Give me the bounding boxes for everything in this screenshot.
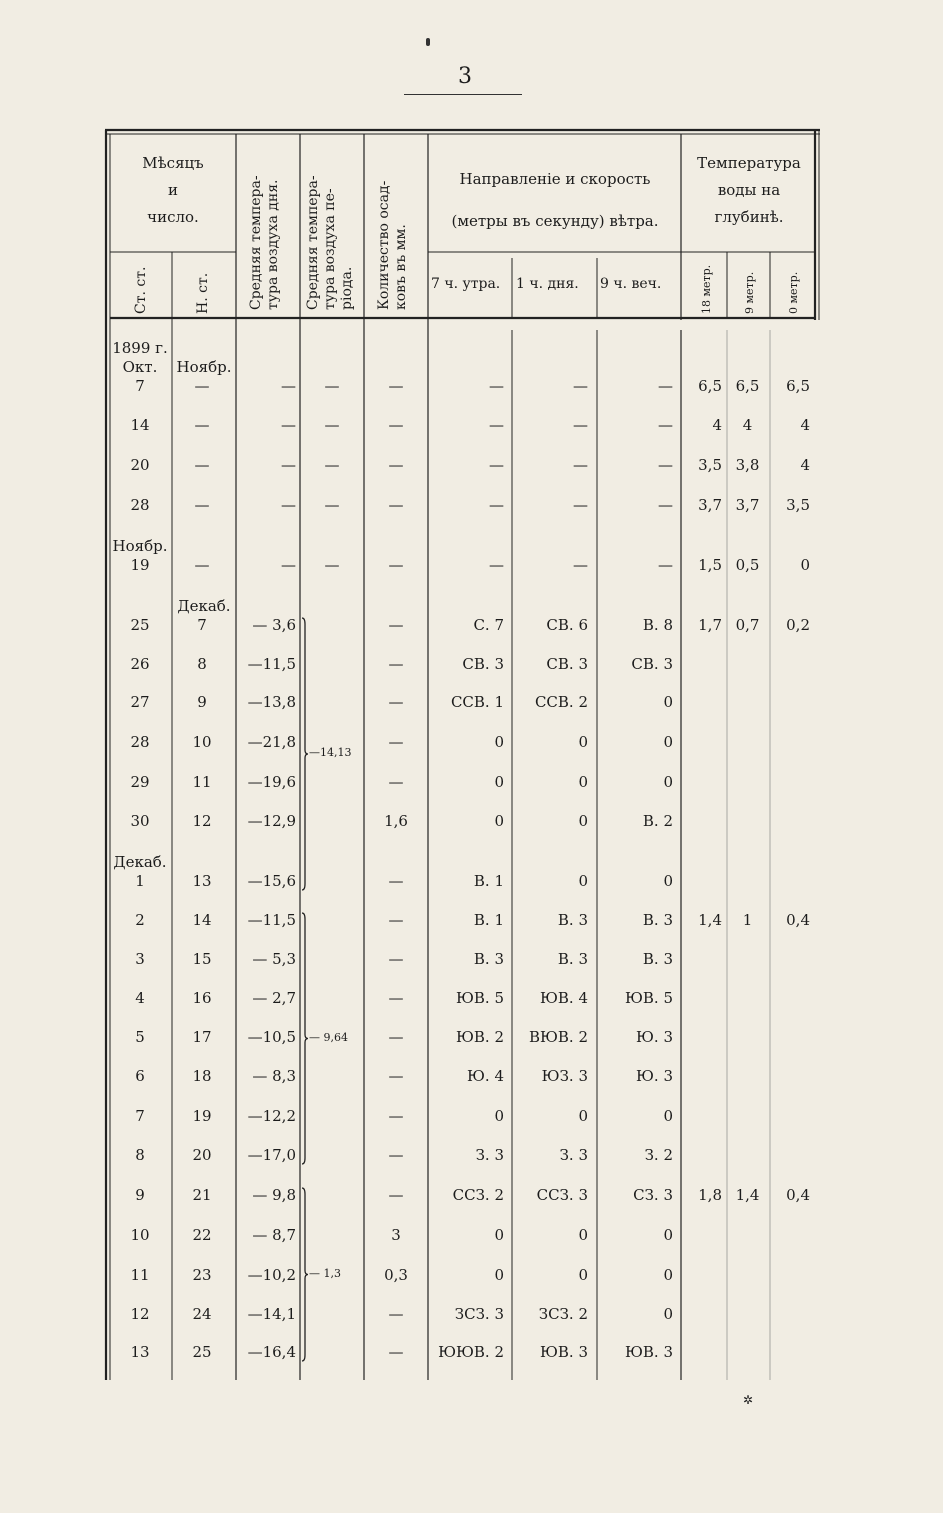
cell-d18: 3,5 bbox=[698, 456, 722, 474]
cell-w1: СВ. 3 bbox=[546, 655, 588, 673]
cell-air: —12,9 bbox=[247, 812, 296, 830]
cell-air: —11,5 bbox=[247, 911, 296, 929]
cell-new: 24 bbox=[192, 1305, 212, 1323]
cell-new: — bbox=[194, 416, 210, 434]
cell-air: —19,6 bbox=[247, 773, 296, 791]
period-mean: — bbox=[324, 556, 340, 574]
cell-prec: — bbox=[388, 872, 404, 890]
period-mean: — bbox=[324, 416, 340, 434]
cell-old: 19 bbox=[130, 556, 150, 574]
cell-prec: — bbox=[388, 1107, 404, 1125]
cell-w7: ССВ. 1 bbox=[450, 693, 504, 711]
cell-old: 28 bbox=[130, 733, 150, 751]
cell-old: 30 bbox=[130, 812, 150, 830]
cell-prec: — bbox=[388, 1028, 404, 1046]
cell-w7: В. 1 bbox=[473, 872, 504, 890]
cell-old: 20 bbox=[130, 456, 150, 474]
cell-new: 19 bbox=[192, 1107, 212, 1125]
cell-w7: СВ. 3 bbox=[462, 655, 504, 673]
cell-air: — 2,7 bbox=[252, 989, 296, 1007]
old-style-label: Декаб. bbox=[113, 853, 167, 871]
period-brace bbox=[302, 1188, 308, 1361]
cell-d18: 4 bbox=[712, 416, 722, 434]
cell-w1: 0 bbox=[578, 773, 588, 791]
cell-d18: 1,5 bbox=[698, 556, 722, 574]
cell-w9: 0 bbox=[663, 1266, 673, 1284]
cell-d9: 3,7 bbox=[735, 496, 760, 514]
header-wind-7: 7 ч. утра. bbox=[431, 276, 501, 292]
cell-d0: 4 bbox=[800, 456, 810, 474]
cell-w9: — bbox=[658, 456, 673, 474]
period-brace bbox=[302, 618, 308, 890]
cell-w7: ЮВ. 2 bbox=[455, 1028, 504, 1046]
cell-w7: 0 bbox=[494, 1266, 504, 1284]
cell-prec: — bbox=[388, 693, 404, 711]
cell-w1: — bbox=[573, 416, 588, 434]
cell-prec: — bbox=[388, 1186, 404, 1204]
cell-d0: 0,2 bbox=[786, 616, 810, 634]
cell-w1: ЮВ. 4 bbox=[539, 989, 588, 1007]
cell-old: 12 bbox=[130, 1305, 150, 1323]
new-style-label: Ноябр. bbox=[176, 358, 232, 376]
cell-old: 9 bbox=[135, 1186, 145, 1204]
old-style-label: Окт. bbox=[122, 358, 158, 376]
cell-w1: 0 bbox=[578, 733, 588, 751]
cell-air: —14,1 bbox=[247, 1305, 296, 1323]
cell-air: — bbox=[281, 456, 296, 474]
cell-w7: Ю. 4 bbox=[467, 1067, 504, 1085]
cell-prec: — bbox=[388, 1343, 404, 1361]
cell-d0: 0 bbox=[800, 556, 810, 574]
cell-w7: В. 1 bbox=[473, 911, 504, 929]
cell-d9: 0,7 bbox=[735, 616, 760, 634]
cell-w1: В. 3 bbox=[557, 911, 588, 929]
cell-prec: — bbox=[388, 911, 404, 929]
cell-prec: — bbox=[388, 733, 404, 751]
period-mean: —14,13 bbox=[309, 746, 352, 759]
ornament-mark: ✲ bbox=[743, 1393, 754, 1407]
cell-d9: 0,5 bbox=[735, 556, 760, 574]
cell-prec: — bbox=[388, 377, 404, 395]
cell-old: 29 bbox=[130, 773, 150, 791]
cell-prec: — bbox=[388, 773, 404, 791]
cell-new: 17 bbox=[192, 1028, 212, 1046]
cell-old: 7 bbox=[135, 1107, 145, 1125]
cell-w1: ЮЗ. 3 bbox=[541, 1067, 588, 1085]
cell-new: 15 bbox=[192, 950, 212, 968]
cell-w1: — bbox=[573, 556, 588, 574]
cell-air: — 3,6 bbox=[252, 616, 296, 634]
cell-old: 3 bbox=[135, 950, 145, 968]
cell-old: 10 bbox=[130, 1226, 150, 1244]
cell-d0: 0,4 bbox=[786, 1186, 810, 1204]
cell-w9: 0 bbox=[663, 1107, 673, 1125]
period-brace bbox=[302, 913, 308, 1164]
old-style-label: Ноябр. bbox=[112, 537, 168, 555]
cell-new: — bbox=[194, 456, 210, 474]
cell-new: 18 bbox=[192, 1067, 212, 1085]
cell-d18: 1,4 bbox=[698, 911, 722, 929]
cell-prec: — bbox=[388, 989, 404, 1007]
header-depth-9: 9 метр. bbox=[743, 271, 756, 314]
cell-air: —17,0 bbox=[247, 1146, 296, 1164]
cell-prec: — bbox=[388, 1146, 404, 1164]
cell-air: — bbox=[281, 416, 296, 434]
cell-w9: 0 bbox=[663, 693, 673, 711]
cell-new: 11 bbox=[192, 773, 212, 791]
cell-air: — bbox=[281, 377, 296, 395]
cell-d18: 1,8 bbox=[698, 1186, 722, 1204]
cell-old: 1 bbox=[135, 872, 145, 890]
old-style-label: 1899 г. bbox=[112, 339, 168, 357]
header-precipitation: Количество осад- ковъ въ мм. bbox=[376, 180, 409, 310]
cell-prec: — bbox=[388, 556, 404, 574]
cell-air: —11,5 bbox=[247, 655, 296, 673]
period-mean: — bbox=[324, 377, 340, 395]
cell-old: 6 bbox=[135, 1067, 145, 1085]
cell-w9: 0 bbox=[663, 733, 673, 751]
cell-prec: — bbox=[388, 616, 404, 634]
cell-w1: ССЗ. 3 bbox=[536, 1186, 588, 1204]
cell-w1: ЮВ. 3 bbox=[539, 1343, 588, 1361]
header-water-temp: Температура воды на глубинѣ. bbox=[697, 154, 801, 226]
cell-old: 2 bbox=[135, 911, 145, 929]
cell-w1: 0 bbox=[578, 872, 588, 890]
cell-w1: — bbox=[573, 456, 588, 474]
cell-new: 16 bbox=[192, 989, 212, 1007]
cell-old: 14 bbox=[130, 416, 150, 434]
cell-w7: 0 bbox=[494, 773, 504, 791]
cell-air: —10,2 bbox=[247, 1266, 296, 1284]
cell-w7: — bbox=[489, 556, 504, 574]
cell-prec: — bbox=[388, 456, 404, 474]
cell-air: —16,4 bbox=[247, 1343, 296, 1361]
cell-w9: В. 3 bbox=[642, 911, 673, 929]
cell-new: — bbox=[194, 377, 210, 395]
cell-w1: 0 bbox=[578, 1107, 588, 1125]
cell-d18: 3,7 bbox=[698, 496, 722, 514]
cell-prec: 1,6 bbox=[384, 812, 408, 830]
cell-w1: 0 bbox=[578, 812, 588, 830]
cell-old: 4 bbox=[135, 989, 145, 1007]
cell-old: 27 bbox=[130, 693, 150, 711]
cell-air: — bbox=[281, 556, 296, 574]
new-style-label: Декаб. bbox=[177, 597, 231, 615]
page-number: 3 bbox=[458, 64, 472, 89]
header-mean-air-day: Средняя темпера- тура воздуха дня. bbox=[248, 175, 281, 310]
cell-old: 11 bbox=[130, 1266, 150, 1284]
cell-w9: 0 bbox=[663, 1226, 673, 1244]
cell-w7: ЗСЗ. 3 bbox=[454, 1305, 504, 1323]
cell-w1: — bbox=[573, 496, 588, 514]
cell-w7: — bbox=[489, 496, 504, 514]
cell-w1: СВ. 6 bbox=[546, 616, 588, 634]
cell-w7: ССЗ. 2 bbox=[452, 1186, 504, 1204]
cell-old: 26 bbox=[130, 655, 150, 673]
cell-new: — bbox=[194, 556, 210, 574]
cell-w9: СЗ. 3 bbox=[633, 1186, 673, 1204]
cell-w9: В. 3 bbox=[642, 950, 673, 968]
cell-w9: Ю. 3 bbox=[636, 1067, 673, 1085]
header-wind-1: 1 ч. дня. bbox=[516, 276, 579, 292]
cell-new: 20 bbox=[192, 1146, 212, 1164]
cell-w9: — bbox=[658, 416, 673, 434]
cell-new: 13 bbox=[192, 872, 212, 890]
cell-air: — 8,7 bbox=[252, 1226, 296, 1244]
header-new-style: Н. ст. bbox=[195, 272, 211, 314]
cell-air: — bbox=[281, 496, 296, 514]
cell-air: — 5,3 bbox=[252, 950, 296, 968]
cell-w1: ВЮВ. 2 bbox=[528, 1028, 588, 1046]
cell-old: 25 bbox=[130, 616, 150, 634]
cell-new: 14 bbox=[192, 911, 212, 929]
cell-old: 7 bbox=[135, 377, 145, 395]
cell-air: —15,6 bbox=[247, 872, 296, 890]
header-wind-9: 9 ч. веч. bbox=[600, 276, 662, 292]
cell-old: 5 bbox=[135, 1028, 145, 1046]
cell-prec: — bbox=[388, 655, 404, 673]
cell-new: 25 bbox=[192, 1343, 212, 1361]
cell-d0: 4 bbox=[800, 416, 810, 434]
period-mean: — bbox=[324, 496, 340, 514]
cell-d0: 3,5 bbox=[786, 496, 810, 514]
cell-new: 22 bbox=[192, 1226, 212, 1244]
cell-w9: В. 8 bbox=[642, 616, 673, 634]
cell-w1: ЗСЗ. 2 bbox=[538, 1305, 588, 1323]
period-mean: — 9,64 bbox=[309, 1030, 348, 1044]
cell-old: 8 bbox=[135, 1146, 145, 1164]
cell-air: — 9,8 bbox=[252, 1186, 296, 1204]
cell-d9: 1 bbox=[742, 911, 753, 929]
cell-w1: З. 3 bbox=[559, 1146, 588, 1164]
cell-prec: — bbox=[388, 1067, 404, 1085]
cell-w7: 0 bbox=[494, 812, 504, 830]
cell-prec: — bbox=[388, 950, 404, 968]
cell-w7: 0 bbox=[494, 1226, 504, 1244]
cell-new: 7 bbox=[197, 616, 207, 634]
header-mean-air-period: Средняя темпера- тура воздуха пе- ріода. bbox=[305, 175, 355, 310]
cell-w9: 0 bbox=[663, 773, 673, 791]
cell-d18: 6,5 bbox=[698, 377, 722, 395]
cell-d18: 1,7 bbox=[698, 616, 722, 634]
cell-w7: ЮЮВ. 2 bbox=[438, 1343, 504, 1361]
header-old-style: Ст. ст. bbox=[133, 266, 149, 314]
cell-w7: ЮВ. 5 bbox=[455, 989, 504, 1007]
cell-w1: — bbox=[573, 377, 588, 395]
cell-prec: 3 bbox=[391, 1226, 401, 1244]
cell-prec: — bbox=[388, 416, 404, 434]
cell-w9: 0 bbox=[663, 1305, 673, 1323]
cell-air: —21,8 bbox=[247, 733, 296, 751]
header-depth-0: 0 метр. bbox=[787, 271, 800, 314]
cell-w7: — bbox=[489, 416, 504, 434]
cell-w9: З. 2 bbox=[644, 1146, 673, 1164]
cell-w9: Ю. 3 bbox=[636, 1028, 673, 1046]
cell-w7: С. 7 bbox=[473, 616, 504, 634]
cell-air: —12,2 bbox=[247, 1107, 296, 1125]
cell-prec: — bbox=[388, 1305, 404, 1323]
cell-new: 23 bbox=[192, 1266, 212, 1284]
cell-new: 8 bbox=[197, 655, 207, 673]
cell-d0: 6,5 bbox=[786, 377, 810, 395]
cell-old: 13 bbox=[130, 1343, 150, 1361]
period-mean: — 1,3 bbox=[309, 1266, 341, 1280]
cell-w1: 0 bbox=[578, 1226, 588, 1244]
cell-w9: ЮВ. 3 bbox=[624, 1343, 673, 1361]
cell-new: 10 bbox=[192, 733, 212, 751]
cell-w9: — bbox=[658, 496, 673, 514]
cell-w9: СВ. 3 bbox=[631, 655, 673, 673]
cell-d9: 6,5 bbox=[735, 377, 760, 395]
cell-w7: — bbox=[489, 456, 504, 474]
cell-w1: ССВ. 2 bbox=[534, 693, 588, 711]
cell-w9: ЮВ. 5 bbox=[624, 989, 673, 1007]
cell-new: 12 bbox=[192, 812, 212, 830]
cell-prec: 0,3 bbox=[384, 1266, 408, 1284]
cell-w9: 0 bbox=[663, 872, 673, 890]
cell-w1: 0 bbox=[578, 1266, 588, 1284]
cell-new: 21 bbox=[192, 1186, 212, 1204]
cell-w7: — bbox=[489, 377, 504, 395]
cell-w9: В. 2 bbox=[642, 812, 673, 830]
header-month-day: Мѣсяцъ и число. bbox=[142, 154, 204, 226]
header-wind: Направленіе и скорость (метры въ секунду) вѣтра. bbox=[451, 170, 659, 230]
cell-d9: 4 bbox=[742, 416, 753, 434]
cell-w7: 0 bbox=[494, 733, 504, 751]
cell-d0: 0,4 bbox=[786, 911, 810, 929]
header-depth-18: 18 метр. bbox=[700, 264, 713, 314]
cell-air: —10,5 bbox=[247, 1028, 296, 1046]
cell-w7: В. 3 bbox=[473, 950, 504, 968]
cell-w9: — bbox=[658, 377, 673, 395]
cell-old: 28 bbox=[130, 496, 150, 514]
cell-new: 9 bbox=[197, 693, 207, 711]
cell-w9: — bbox=[658, 556, 673, 574]
cell-prec: — bbox=[388, 496, 404, 514]
cell-new: — bbox=[194, 496, 210, 514]
cell-w7: 0 bbox=[494, 1107, 504, 1125]
cell-air: —13,8 bbox=[247, 693, 296, 711]
cell-d9: 1,4 bbox=[735, 1186, 760, 1204]
cell-w1: В. 3 bbox=[557, 950, 588, 968]
cell-air: — 8,3 bbox=[252, 1067, 296, 1085]
cell-w7: З. 3 bbox=[475, 1146, 504, 1164]
cell-d9: 3,8 bbox=[735, 456, 760, 474]
period-mean: — bbox=[324, 456, 340, 474]
